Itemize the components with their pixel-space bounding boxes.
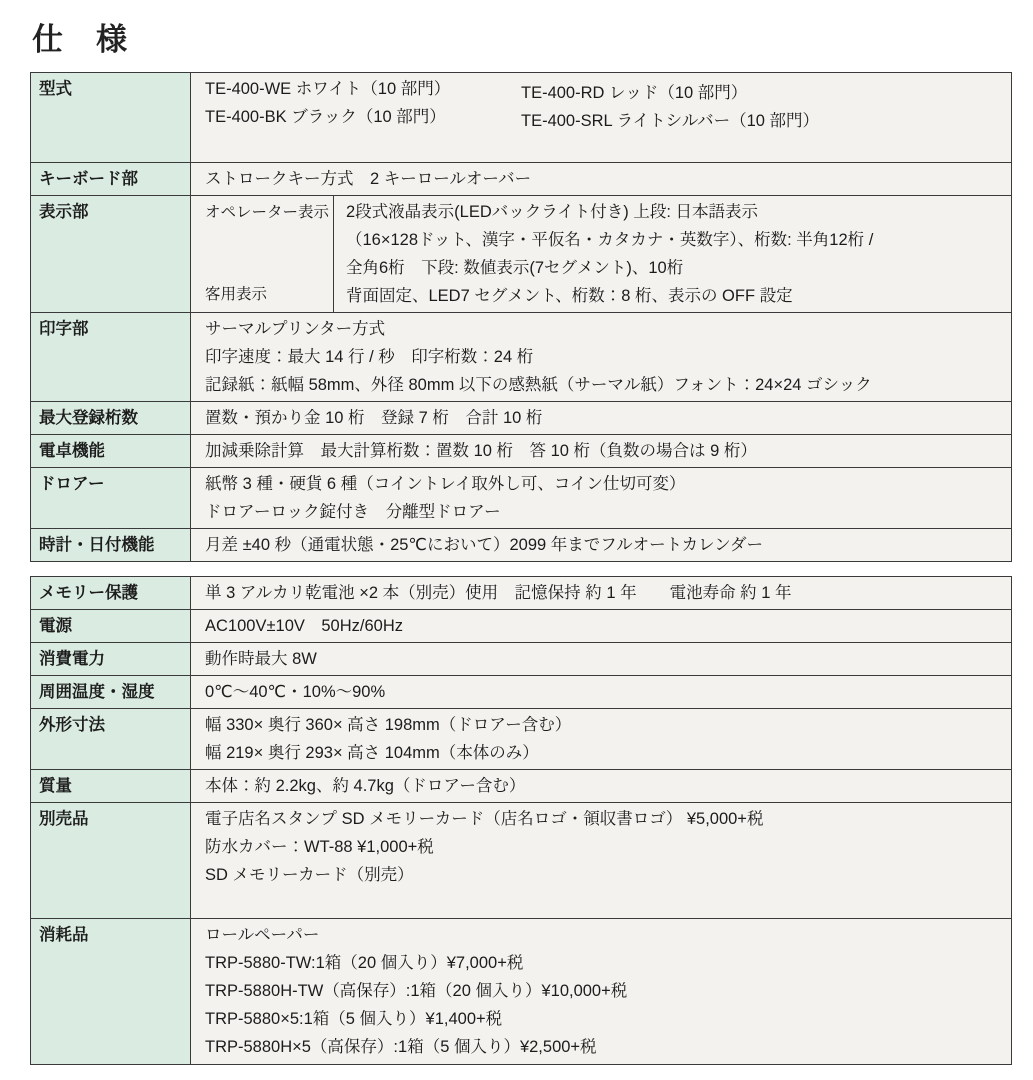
- row-model-value: [191, 73, 1011, 162]
- display-sublabel-column: [191, 196, 334, 312]
- row-printer-value: [191, 313, 1011, 401]
- option-item: 電子店名スタンプ SD メモリーカード（店名ロゴ・領収書ロゴ） ¥5,000+税: [205, 810, 764, 828]
- row-consumables-label: 消耗品: [31, 919, 191, 1064]
- row-weight: [31, 769, 1011, 802]
- row-weight-label: 質量: [31, 770, 191, 802]
- row-max-digits: [31, 401, 1011, 434]
- row-options-label: 別売品: [31, 803, 191, 918]
- row-calculator: [31, 434, 1011, 467]
- operator-display-line: 2段式液晶表示(LEDバックライト付き) 上段: 日本語表示: [346, 203, 759, 221]
- row-consumables: [31, 918, 1011, 1064]
- operator-display-line: 全角6桁 下段: 数値表示(7セグメント)、10桁: [346, 259, 684, 277]
- row-power-label: 電源: [31, 610, 191, 642]
- row-consumption-label: 消費電力: [31, 643, 191, 675]
- row-max-digits-value: 置数・預かり金 10 桁 登録 7 桁 合計 10 桁: [191, 402, 1011, 434]
- row-keyboard-value: ストロークキー方式 2 キーロールオーバー: [191, 163, 1011, 195]
- row-environment-value: 0℃〜40℃・10%〜90%: [191, 676, 1011, 708]
- row-display-value: [191, 196, 1011, 312]
- row-printer-label: 印字部: [31, 313, 191, 401]
- row-weight-value: 本体：約 2.2kg、約 4.7kg（ドロアー含む）: [191, 770, 1011, 802]
- row-display-label: 表示部: [31, 196, 191, 312]
- row-clock-label: 時計・日付機能: [31, 529, 191, 561]
- customer-display-line: 背面固定、LED7 セグメント、桁数：8 桁、表示の OFF 設定: [346, 287, 793, 305]
- option-item: SD メモリーカード（別売）: [205, 866, 414, 884]
- row-calculator-label: 電卓機能: [31, 435, 191, 467]
- page-title: 仕 様: [32, 22, 128, 57]
- row-keyboard: [31, 162, 1011, 195]
- row-environment-label: 周囲温度・湿度: [31, 676, 191, 708]
- model-column-a: [205, 75, 521, 160]
- printer-line: 印字速度：最大 14 行 / 秒 印字桁数：24 桁: [205, 348, 534, 366]
- model-column-b: [521, 75, 1001, 160]
- row-max-digits-label: 最大登録桁数: [31, 402, 191, 434]
- row-drawer: [31, 467, 1011, 528]
- row-consumption-value: 動作時最大 8W: [191, 643, 1011, 675]
- option-item: 防水カバー：WT-88 ¥1,000+税: [205, 838, 434, 856]
- row-memory: [31, 577, 1011, 609]
- drawer-line: 紙幣 3 種・硬貨 6 種（コイントレイ取外し可、コイン仕切可変）: [205, 475, 686, 493]
- row-drawer-value: [191, 468, 1011, 528]
- model-variant: TE-400-WE ホワイト（10 部門）: [205, 80, 451, 98]
- consumable-item: TRP-5880×5:1箱（5 個入り）¥1,400+税: [205, 1010, 503, 1028]
- row-model-label: 型式: [31, 73, 191, 162]
- display-description: [334, 196, 1011, 312]
- spec-table-secondary: [30, 576, 1012, 1065]
- consumable-item: TRP-5880H×5（高保存）:1箱（5 個入り）¥2,500+税: [205, 1038, 597, 1056]
- model-variant: TE-400-RD レッド（10 部門）: [521, 84, 748, 102]
- printer-line: 記録紙：紙幅 58mm、外径 80mm 以下の感熱紙（サーマル紙）フォント：24×24 ゴシック: [205, 376, 872, 394]
- row-calculator-value: 加減乗除計算 最大計算桁数：置数 10 桁 答 10 桁（負数の場合は 9 桁）: [191, 435, 1011, 467]
- dimensions-line: 幅 219× 奥行 293× 高さ 104mm（本体のみ）: [205, 744, 539, 762]
- row-display: [31, 195, 1011, 312]
- row-power: [31, 609, 1011, 642]
- printer-line: サーマルプリンター方式: [205, 320, 386, 338]
- customer-display-label: 客用表示: [205, 286, 268, 303]
- row-clock: [31, 528, 1011, 561]
- operator-display-line: （16×128ドット、漢字・平仮名・カタカナ・英数字）、桁数: 半角12桁 /: [346, 231, 874, 249]
- row-consumables-value: [191, 919, 1011, 1064]
- model-variant: TE-400-SRL ライトシルバー（10 部門）: [521, 112, 820, 130]
- row-environment: [31, 675, 1011, 708]
- row-options: [31, 802, 1011, 918]
- consumable-item: ロールペーパー: [205, 926, 320, 944]
- row-drawer-label: ドロアー: [31, 468, 191, 528]
- row-memory-value: 単 3 アルカリ乾電池 ×2 本（別売）使用 記憶保持 約 1 年 電池寿命 約 1 年: [191, 577, 1011, 609]
- row-dimensions: [31, 708, 1011, 769]
- drawer-line: ドロアーロック錠付き 分離型ドロアー: [205, 503, 501, 521]
- row-model: [31, 73, 1011, 162]
- spec-table-main: [30, 72, 1012, 562]
- row-options-value: [191, 803, 1011, 918]
- row-dimensions-label: 外形寸法: [31, 709, 191, 769]
- row-clock-value: 月差 ±40 秒（通電状態・25℃において）2099 年までフルオートカレンダー: [191, 529, 1011, 561]
- row-keyboard-label: キーボード部: [31, 163, 191, 195]
- operator-display-label: オペレーター表示: [205, 204, 330, 221]
- row-consumption: [31, 642, 1011, 675]
- row-power-value: AC100V±10V 50Hz/60Hz: [191, 610, 1011, 642]
- model-variant: TE-400-BK ブラック（10 部門）: [205, 108, 446, 126]
- row-memory-label: メモリー保護: [31, 577, 191, 609]
- consumable-item: TRP-5880H-TW（高保存）:1箱（20 個入り）¥10,000+税: [205, 982, 628, 1000]
- consumable-item: TRP-5880-TW:1箱（20 個入り）¥7,000+税: [205, 954, 524, 972]
- row-dimensions-value: [191, 709, 1011, 769]
- dimensions-line: 幅 330× 奥行 360× 高さ 198mm（ドロアー含む）: [205, 716, 572, 734]
- row-printer: [31, 312, 1011, 401]
